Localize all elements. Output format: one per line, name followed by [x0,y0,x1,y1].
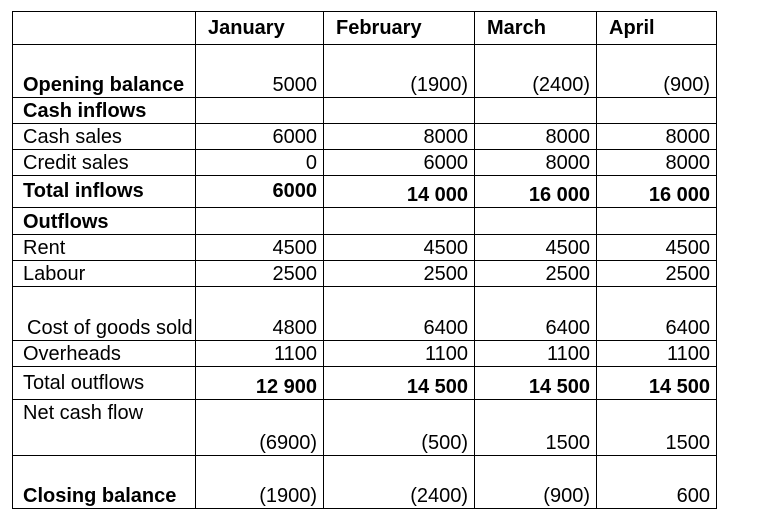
table-row [13,124,717,150]
header-cell-april: April [597,12,717,45]
header-cell-january: January [196,12,324,45]
table-cell: (1900) [324,45,475,98]
row-label-credit-sales: Credit sales [13,150,196,176]
table-cell [475,98,597,124]
table-cell: 600 [597,456,717,509]
table-cell: 14 500 [597,367,717,400]
table-row [13,367,717,400]
table-cell: 2500 [324,261,475,287]
table-cell: 2500 [196,261,324,287]
row-label-overheads: Overheads [13,341,196,367]
table-cell: (2400) [475,45,597,98]
cash-flow-table [12,11,717,509]
table-cell: 14 000 [324,176,475,208]
table-row [13,208,717,235]
table-cell: 8000 [475,150,597,176]
table-cell: 6400 [324,287,475,341]
table-cell: 14 500 [324,367,475,400]
table-cell: 12 900 [196,367,324,400]
table-cell: (900) [597,45,717,98]
table-cell: 14 500 [475,367,597,400]
table-row [13,98,717,124]
row-label-labour: Labour [13,261,196,287]
table-cell: 4500 [196,235,324,261]
table-cell: 8000 [597,150,717,176]
row-label-total-inflows: Total inflows [13,176,196,208]
table-row [13,400,717,456]
table-cell: 16 000 [597,176,717,208]
row-label-outflows: Outflows [13,208,196,235]
table-cell: 1100 [324,341,475,367]
table-cell [196,98,324,124]
table-cell: 4800 [196,287,324,341]
row-label-opening-balance: Opening balance [13,45,196,98]
table-cell: 6400 [597,287,717,341]
table-cell: 2500 [475,261,597,287]
table-row [13,456,717,509]
table-cell: 6000 [324,150,475,176]
table-cell: 8000 [324,124,475,150]
table-cell: 5000 [196,45,324,98]
table-row [13,150,717,176]
row-label-cash-inflows: Cash inflows [13,98,196,124]
row-label-cash-sales: Cash sales [13,124,196,150]
table-cell: 1100 [196,341,324,367]
row-label-rent: Rent [13,235,196,261]
table-cell: 8000 [475,124,597,150]
table-cell: 1500 [475,400,597,456]
table-cell: 6000 [196,124,324,150]
table-cell: (500) [324,400,475,456]
table-cell [597,208,717,235]
table-cell: 16 000 [475,176,597,208]
table-row [13,261,717,287]
table-cell: 1100 [597,341,717,367]
table-row [13,176,717,208]
table-cell [324,98,475,124]
table-row [13,235,717,261]
table-cell [475,208,597,235]
table-cell: (900) [475,456,597,509]
table-cell: 4500 [597,235,717,261]
table-cell: 1500 [597,400,717,456]
header-cell-empty [13,12,196,45]
table-cell [324,208,475,235]
table-cell: (6900) [196,400,324,456]
header-cell-march: March [475,12,597,45]
table-cell: 2500 [597,261,717,287]
table-cell [597,98,717,124]
table-cell: 8000 [597,124,717,150]
table-cell: 6400 [475,287,597,341]
table-cell: (1900) [196,456,324,509]
header-cell-february: February [324,12,475,45]
row-label-cost-of-goods-sold: Cost of goods sold [13,287,196,341]
table-cell: 0 [196,150,324,176]
row-label-closing-balance: Closing balance [13,456,196,509]
table-cell [196,208,324,235]
row-label-net-cash-flow: Net cash flow [13,400,196,456]
table-cell: 4500 [475,235,597,261]
table-row [13,45,717,98]
table-cell: (2400) [324,456,475,509]
table-row [13,341,717,367]
table-cell: 1100 [475,341,597,367]
header-row [13,12,717,45]
table-cell: 6000 [196,176,324,208]
table-row [13,287,717,341]
table-cell: 4500 [324,235,475,261]
row-label-total-outflows: Total outflows [13,367,196,400]
